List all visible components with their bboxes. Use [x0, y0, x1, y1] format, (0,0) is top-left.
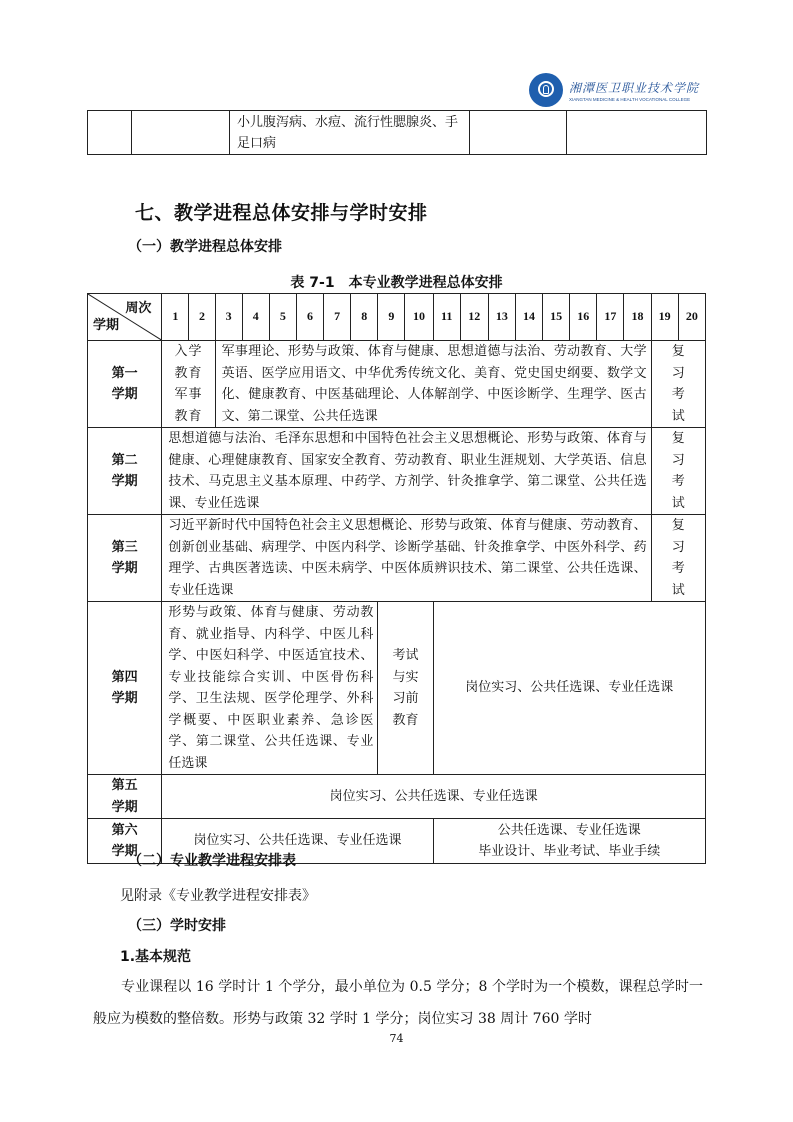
week-header: 6: [296, 294, 323, 341]
week-header: 16: [570, 294, 597, 341]
courses-cell: 思想道德与法治、毛泽东思想和中国特色社会主义思想概论、形势与政策、体育与健康、心理健康教育、国家安全教育、劳动教育、职业生涯规划、大学英语、信息技术、马克思主义基本原理、中药学、方剂学、针灸推拿学、第二课堂、公共任选课、专业任选课: [162, 428, 651, 515]
schedule-table: [87, 293, 706, 864]
week-header: 5: [269, 294, 296, 341]
appendix-reference: 见附录《专业教学进程安排表》: [120, 888, 316, 904]
corner-cell: [88, 294, 162, 341]
continued-table: [87, 110, 707, 155]
school-name-cn: 湘潭医卫职业技术学院: [569, 80, 700, 95]
review-exam-cell: 复习考试: [651, 428, 705, 515]
semester-row-2: [88, 428, 706, 515]
week-header: 14: [515, 294, 542, 341]
week-header: 1: [162, 294, 189, 341]
week-header: 2: [189, 294, 215, 341]
courses-cell: 习近平新时代中国特色社会主义思想概论、形势与政策、体育与健康、劳动教育、创新创业基础、病理学、中医内科学、诊断学基础、针灸推拿学、中医外科学、药理学、古典医著选读、中医未病学、中医体质辨识技术、第二课堂、公共任选课、专业任选课: [162, 515, 651, 602]
week-header: 19: [651, 294, 678, 341]
practice-cell: 岗位实习、公共任选课、专业任选课: [162, 775, 706, 819]
semester-label: 第一 学期: [88, 341, 162, 428]
week-header: 12: [460, 294, 488, 341]
page-number: 74: [389, 1032, 404, 1045]
week-header: 10: [405, 294, 433, 341]
header-row: [88, 294, 706, 341]
review-exam-cell: 复习考试: [651, 515, 705, 602]
corner-label-semester: 学期: [93, 317, 120, 333]
corner-label-week: 周次: [125, 301, 152, 316]
semester-row-5: [88, 775, 706, 819]
section-heading: 七、教学进程总体安排与学时安排: [135, 202, 428, 224]
review-exam-cell: 复习考试: [651, 341, 705, 428]
week-header: 8: [351, 294, 378, 341]
week-header: 13: [488, 294, 515, 341]
week-header: 18: [624, 294, 651, 341]
week-header: 4: [242, 294, 269, 341]
body-paragraph: 专业课程以 16 学时计 1 个学分，最小单位为 0.5 学分；8 个学时为一个模数，课程总学时一般应为模数的整倍数。形势与政策 32 学时 1 学分；岗位实习 38 周计 760 学时: [93, 979, 703, 1027]
practice-cell: 岗位实习、公共任选课、专业任选课: [433, 602, 705, 775]
week-header: 15: [543, 294, 570, 341]
courses-cell: 形势与政策、体育与健康、劳动教育、就业指导、内科学、中医儿科学、中医妇科学、中医适宜技术、专业技能综合实训、中医骨伤科学、卫生法规、医学伦理学、外科学概要、中医职业素养、急诊医学、第二课堂、公共任选课、专业任选课: [162, 602, 378, 775]
school-emblem-icon: [529, 73, 563, 107]
week-header: 3: [215, 294, 242, 341]
courses-cell: 军事理论、形势与政策、体育与健康、思想道德与法治、劳动教育、大学英语、医学应用语文、中华优秀传统文化、美育、党史国史纲要、数学文化、健康教育、中医基础理论、人体解剖学、中医诊断学、生理学、医古文、第二课堂、公共任选课: [215, 341, 651, 428]
semester-label: 第六 学期: [88, 819, 162, 864]
school-logo: [529, 68, 719, 112]
week-header: 20: [678, 294, 705, 341]
subsection-heading-3: （三）学时安排: [128, 918, 226, 934]
exam-prep-cell: 考试与实习前教育: [378, 602, 433, 775]
table-cell: [88, 111, 132, 155]
school-name-en: XIANGTAN MEDICINE & HEALTH VOCATIONAL COLLEGE: [569, 96, 691, 102]
semester-label: 第四 学期: [88, 602, 162, 775]
week-header: 11: [433, 294, 460, 341]
week-header: 9: [378, 294, 405, 341]
week-header: 7: [324, 294, 351, 341]
table-caption: 表 7-1 本专业教学进程总体安排: [290, 275, 503, 291]
table-row: [88, 111, 707, 155]
semester-label: 第五 学期: [88, 775, 162, 819]
subsubsection-heading: 1.基本规范: [120, 949, 192, 965]
semester-label: 第二 学期: [88, 428, 162, 515]
table-cell: [567, 111, 707, 155]
subsection-heading-2: （二）专业教学进程安排表: [128, 853, 296, 869]
table-cell: 小儿腹泻病、水痘、流行性腮腺炎、手足口病: [230, 111, 470, 155]
semester-row-4: [88, 602, 706, 775]
practice-cell: 岗位实习、公共任选课、专业任选课: [162, 819, 433, 864]
subsection-heading-1: （一）教学进程总体安排: [128, 239, 282, 255]
table-cell: [470, 111, 567, 155]
semester-label: 第三 学期: [88, 515, 162, 602]
semester-row-3: [88, 515, 706, 602]
table-cell: [132, 111, 230, 155]
semester-row-1: [88, 341, 706, 428]
week-header: 17: [597, 294, 624, 341]
graduation-cell: 公共任选课、专业任选课 毕业设计、毕业考试、毕业手续: [433, 819, 705, 864]
orientation-cell: 入学教育军事教育: [162, 341, 215, 428]
